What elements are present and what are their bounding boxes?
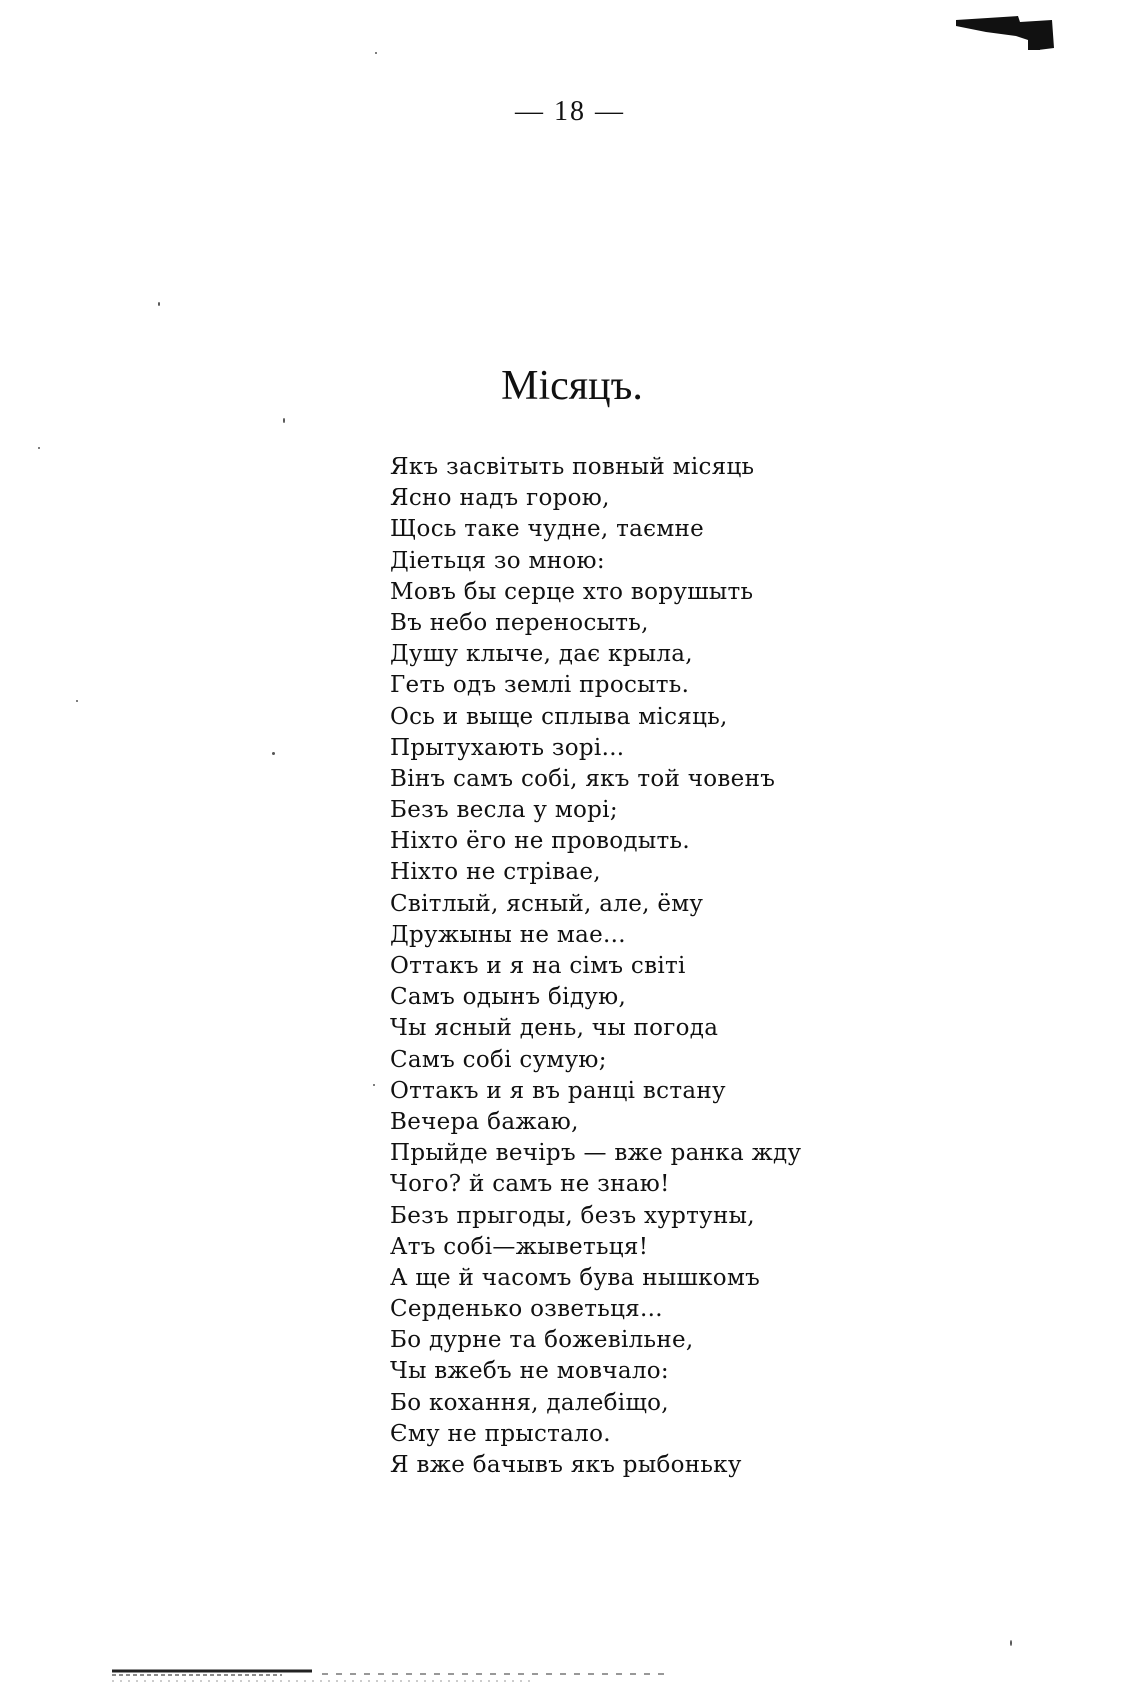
poem-line: Геть одъ землі просыть.	[390, 672, 690, 699]
scan-speck	[283, 418, 285, 423]
poem-line: Самъ собі сумую;	[390, 1046, 607, 1073]
poem-line: Душу клыче, дає крыла,	[390, 641, 693, 668]
scan-speck	[375, 52, 377, 54]
poem-line: Самъ одынъ бідую,	[390, 984, 627, 1011]
poem-line: Чы вжебъ не мовчало:	[390, 1358, 669, 1385]
poem-title: Місяцъ.	[501, 363, 643, 409]
poem-line: Атъ собі—жыветьця!	[390, 1233, 649, 1260]
poem-line: Въ небо переносыть,	[390, 609, 649, 636]
poem-line: Ясно надъ горою,	[390, 485, 610, 512]
poem-line: Серденько озветьця...	[390, 1296, 663, 1323]
poem-line: Я вже бачывъ якъ рыбоньку	[390, 1452, 742, 1478]
poem-line: Діетьця зо мною:	[390, 547, 605, 574]
poem-line: Дружыны не мае...	[390, 921, 626, 948]
poem-line: Мовъ бы серце хто ворушыть	[390, 578, 754, 605]
poem-line: Чы ясный день, чы погода	[390, 1015, 719, 1042]
poem-line: Щось таке чудне, таємне	[390, 516, 705, 543]
poem-line: Вечера бажаю,	[390, 1108, 579, 1135]
scan-speck	[373, 1084, 375, 1086]
scan-artifact-corner	[956, 14, 1056, 54]
poem-line: Світлый, ясный, але, ёму	[390, 890, 704, 917]
poem-line: Чого? й самъ не знаю!	[390, 1171, 670, 1198]
poem-line: Безъ весла у морі;	[390, 797, 618, 824]
poem-line: Бо дурне та божевільне,	[390, 1327, 694, 1354]
poem-line: Вінъ самъ собі, якъ той човенъ	[390, 765, 776, 792]
scan-speck	[76, 700, 78, 702]
poem-line: Оттакъ и я на сімъ світі	[390, 953, 686, 979]
poem-line: Оттакъ и я въ ранці встану	[390, 1077, 726, 1104]
scan-speck	[1010, 1640, 1012, 1646]
scan-speck	[158, 302, 160, 306]
poem-line: Бо кохання, далебіщо,	[390, 1389, 669, 1416]
poem-text	[390, 452, 850, 1481]
poem-line: Прыйде вечіръ — вже ранка жду	[390, 1140, 802, 1167]
poem-line: Єму не прыстало.	[390, 1420, 611, 1447]
poem-line: Ніхто не стрівае,	[390, 859, 601, 886]
scan-speck	[38, 447, 40, 449]
scan-artifact-bottom-rule	[112, 1665, 952, 1685]
poem-line: Безъ прыгоды, безъ хуртуны,	[390, 1202, 755, 1229]
poem-line: Ось и выще сплыва місяць,	[390, 703, 728, 730]
poem-line: Ніхто ёго не проводыть.	[390, 828, 690, 855]
poem-line: Прытухають зорі...	[390, 734, 625, 761]
poem-line: А ще й часомъ бува нышкомъ	[390, 1264, 761, 1291]
poem-line: Якъ засвітыть повный місяць	[390, 454, 755, 480]
scan-speck	[272, 752, 275, 755]
page-number: — 18 —	[515, 96, 625, 127]
